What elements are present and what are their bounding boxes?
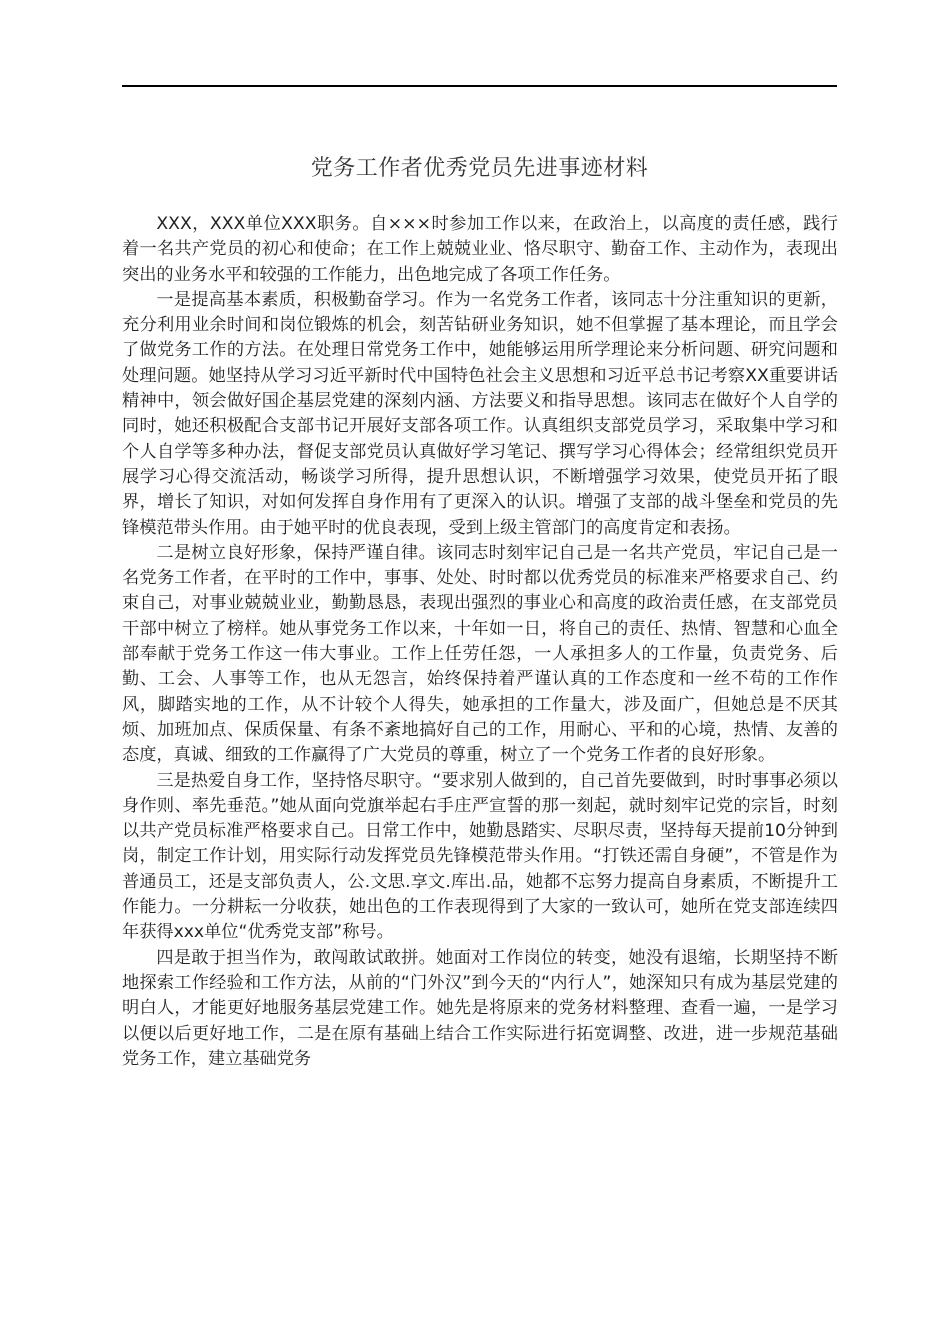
paragraph-image: 二是树立良好形象，保持严谨自律。该同志时刻牢记自己是一名共产党员，牢记自己是一名党务工作者，在平时的工作中，事事、处处、时时都以优秀党员的标准来严格要求自己、约束自己，对事业兢兢业业，勤勤恳恳，表现出强烈的事业心和高度的政治责任感，在支部党员干部中树立了榜样。她从事党务工作以来，十年如一日，将自己的责任、热情、智慧和心血全部奉献于党务工作这一伟大事业。工作上任劳任怨，一人承担多人的工作量，负责党务、后勤、工会、人事等工作，也从无怨言，始终保持着严谨认真的工作态度和一丝不苟的工作作风，脚踏实地的工作，从不计较个人得失，她承担的工作量大，涉及面广，但她总是不厌其烦、加班加点、保质保量、有条不紊地搞好自己的工作，用耐心、平和的心境，热情、友善的态度，真诚、细致的工作赢得了广大党员的尊重，树立了一个党务工作者的良好形象。 (122, 542, 838, 766)
paragraph-intro: XXX，XXX单位XXX职务。自×××时参加工作以来，在政治上，以高度的责任感，践行着一名共产党员的初心和使命；在工作上兢兢业业、恪尽职守、勤奋工作、主动作为，表现出突出的业务水平和较强的工作能力，出色地完成了各项工作任务。 (122, 214, 838, 285)
paragraph-study: 一是提高基本素质，积极勤奋学习。作为一名党务工作者，该同志十分注重知识的更新，充分利用业余时间和岗位锻炼的机会，刻苦钻研业务知识，她不但掌握了基本理论，而且学会了做党务工作的方法。在处理日常党务工作中，她能够运用所学理论来分析问题、研究问题和处理问题。她坚持从学习习近平新时代中国特色社会主义思想和习近平总书记考察XX重要讲话精神中，领会做好国企基层党建的深刻内涵、方法要义和指导思想。该同志在做好个人自学的同时，她还积极配合支部书记开展好支部各项工作。认真组织支部党员学习，采取集中学习和个人自学等多种办法，督促支部党员认真做好学习笔记、撰写学习心得体会；经常组织党员开展学习心得交流活动，畅谈学习所得，提升思想认识，不断增强学习效果，使党员开拓了眼界，增长了知识，对如何发挥自身作用有了更深入的认识。增强了支部的战斗堡垒和党员的先锋模范带头作用。由于她平时的优良表现，受到上级主管部门的高度肯定和表扬。 (122, 289, 838, 538)
paragraph-duty: 三是热爱自身工作，坚持恪尽职守。“要求别人做到的，自己首先要做到，时时事事必须以身作则、率先垂范。”她从面向党旗举起右手庄严宣誓的那一刻起，就时刻牢记党的宗旨，时刻以共产党员标准严格要求自己。日常工作中，她勤恳踏实、尽职尽责，坚持每天提前10分钟到岗，制定工作计划，用实际行动发挥党员先锋模范带头作用。“打铁还需自身硬”，不管是作为普通员工，还是支部负责人，公.文思.享文.库出.品，她都不忘努力提高自身素质，不断提升工作能力。一分耕耘一分收获，她出色的工作表现得到了大家的一致认可，她所在党支部连续四年获得xxx单位“优秀党支部”称号。 (122, 770, 838, 943)
header-rule (122, 85, 837, 87)
document-title: 党务工作者优秀党员先进事迹材料 (310, 156, 649, 181)
paragraph-courage: 四是敢于担当作为，敢闯敢试敢拼。她面对工作岗位的转变，她没有退缩，长期坚持不断地探索工作经验和工作方法，从前的“门外汉”到今天的“内行人”，她深知只有成为基层党建的明白人，才能更好地服务基层党建工作。她先是将原来的党务材料整理、查看一遍，一是学习以便以后更好地工作，二是在原有基础上结合工作实际进行拓宽调整、改进，进一步规范基础党务工作，建立基础党务 (122, 947, 838, 1069)
document-body (122, 212, 838, 1072)
